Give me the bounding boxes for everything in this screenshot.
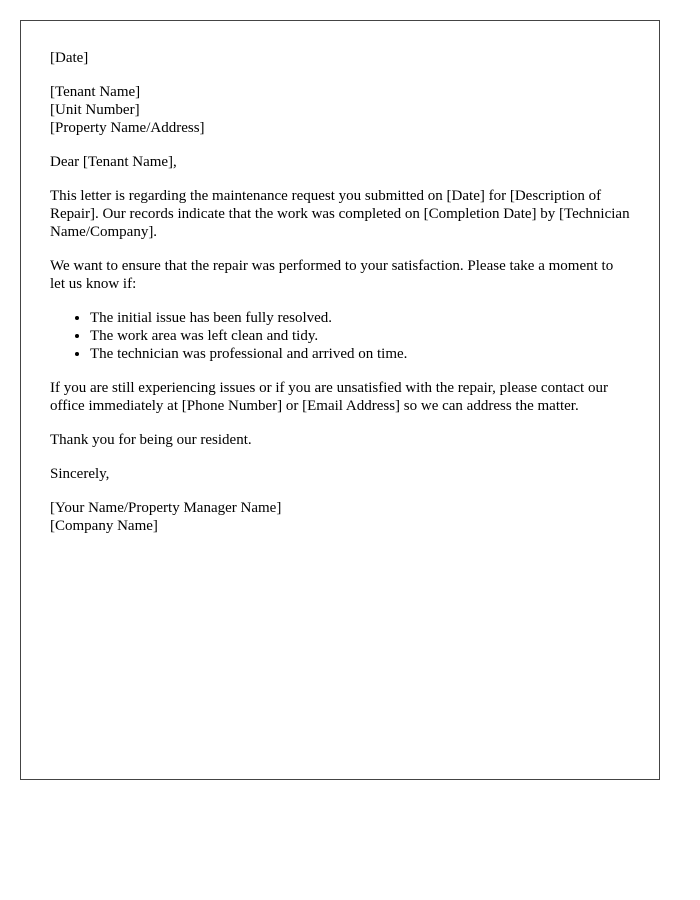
- letter-page: [20, 20, 660, 780]
- checklist-item: • The work area was left clean and tidy.: [90, 327, 630, 345]
- tenant-name: [Tenant Name]: [50, 84, 141, 100]
- checklist-item: • The technician was professional and arrived on time.: [90, 345, 630, 363]
- recipient-address: [50, 83, 630, 137]
- company-name: [Company Name]: [50, 518, 158, 534]
- paragraph-request: We want to ensure that the repair was performed to your satisfaction. Please take a moment to let us know if:: [50, 258, 614, 292]
- paragraph-contact: If you are still experiencing issues or if you are unsatisfied with the repair, please contact our office immediately at [Phone Number] or [Email Address] so we can address the matter.: [50, 380, 608, 414]
- signoff: Sincerely,: [50, 466, 110, 482]
- signer-name: [Your Name/Property Manager Name]: [50, 500, 282, 516]
- signature-block: [50, 499, 630, 535]
- letter-body: [50, 49, 630, 551]
- satisfaction-checklist: [50, 309, 630, 363]
- paragraph-thanks: Thank you for being our resident.: [50, 432, 252, 448]
- checklist-item: • The initial issue has been fully resolved.: [90, 309, 630, 327]
- unit-number: [Unit Number]: [50, 102, 140, 118]
- date-text: [Date]: [50, 50, 89, 66]
- salutation: Dear [Tenant Name],: [50, 154, 177, 170]
- paragraph-intro: This letter is regarding the maintenance request you submitted on [Date] for [Description of Repair]. Our records indicate that the work was completed on [Completion Date] by [Technician Name/Company].: [50, 188, 630, 240]
- property-address: [Property Name/Address]: [50, 120, 205, 136]
- letter-date: [50, 49, 630, 67]
